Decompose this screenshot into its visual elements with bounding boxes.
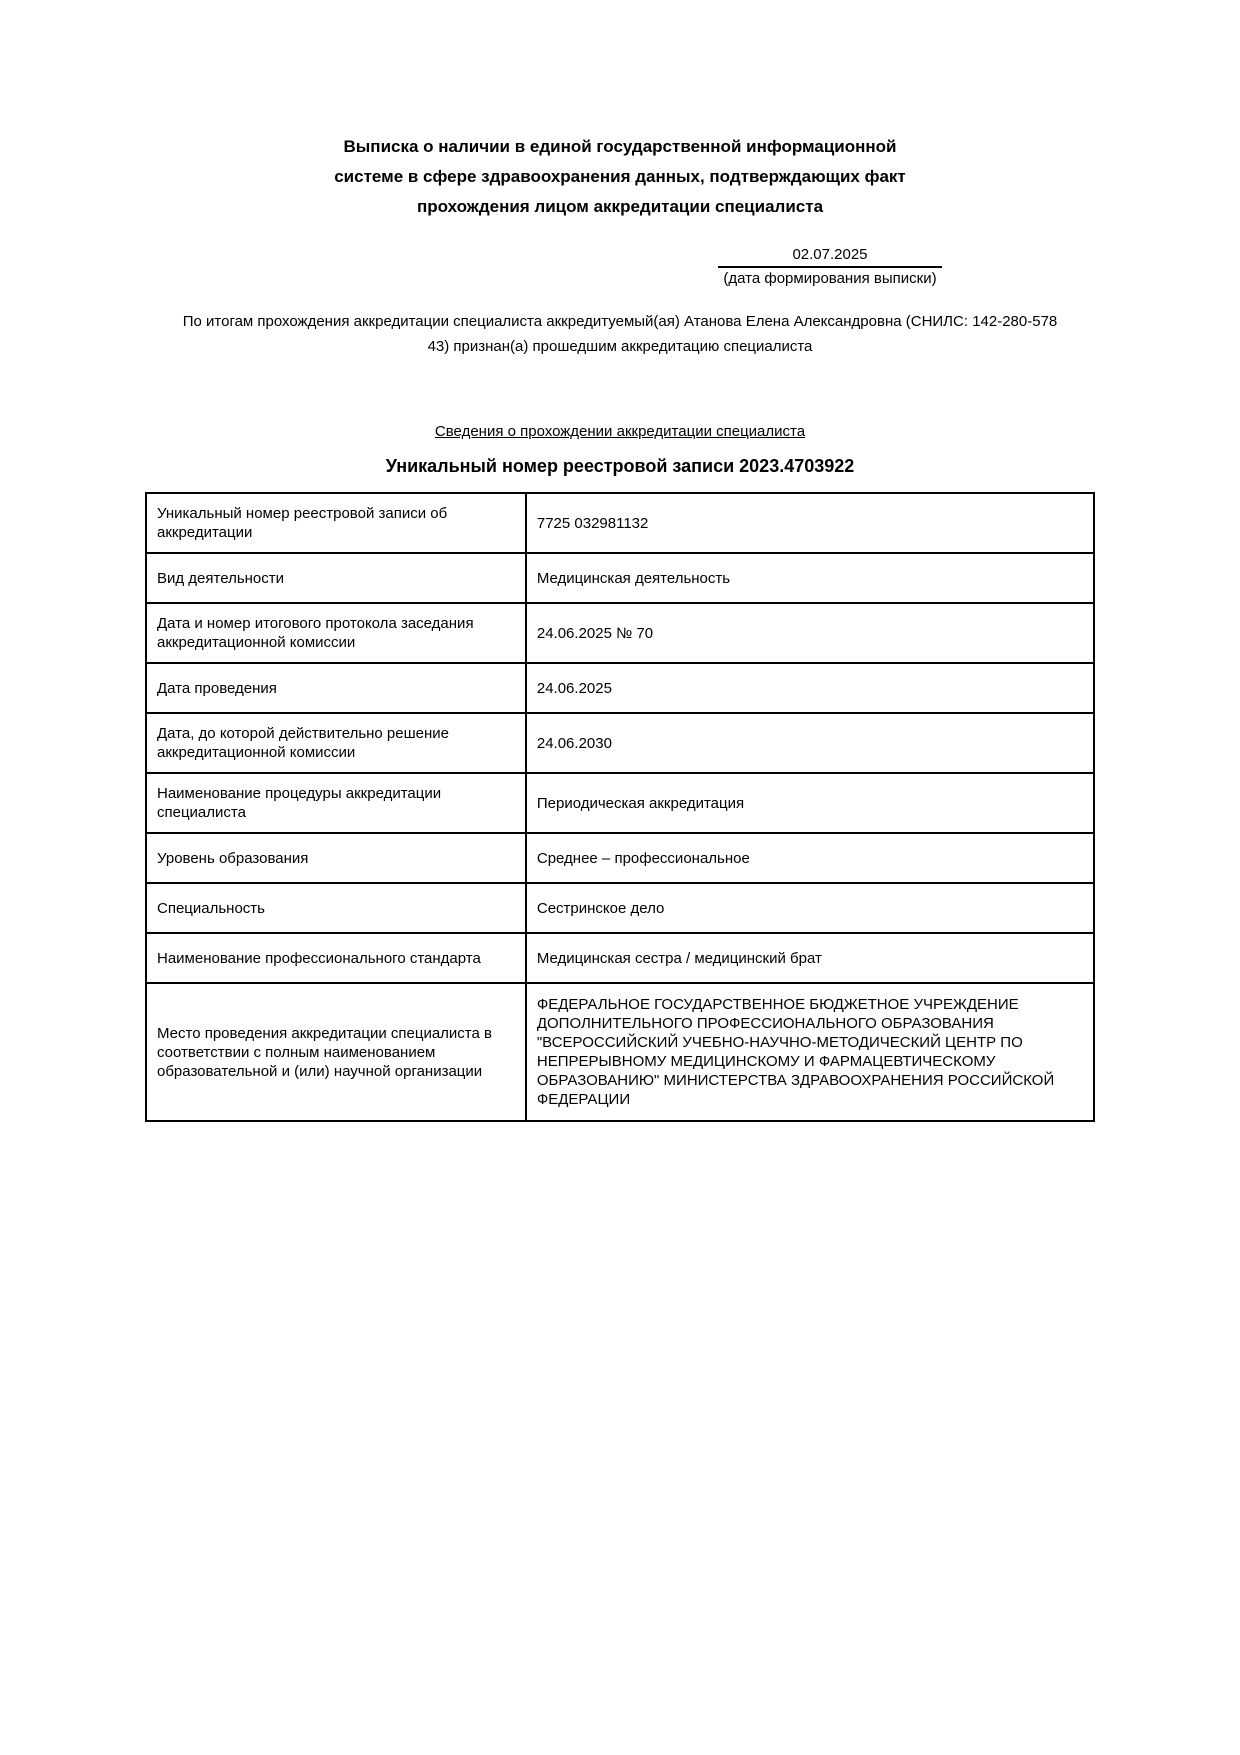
formation-date-block bbox=[705, 246, 955, 287]
intro-line-2: 43) признан(а) прошедшим аккредитацию специалиста bbox=[427, 338, 813, 355]
row-label: Дата, до которой действительно решение аккредитационной комиссии bbox=[146, 713, 526, 773]
row-label: Вид деятельности bbox=[146, 553, 526, 603]
row-label: Специальность bbox=[146, 883, 526, 933]
row-value: ФЕДЕРАЛЬНОЕ ГОСУДАРСТВЕННОЕ БЮДЖЕТНОЕ УЧРЕЖДЕНИЕ ДОПОЛНИТЕЛЬНОГО ПРОФЕССИОНАЛЬНОГО ОБРАЗОВАНИЯ "ВСЕРОССИЙСКИЙ УЧЕБНО-НАУЧНО-МЕТОДИЧЕСКИЙ ЦЕНТР ПО НЕПРЕРЫВНОМУ МЕДИЦИНСКОМУ И ФАРМАЦЕВТИЧЕСКОМУ ОБРАЗОВАНИЮ" МИНИСТЕРСТВА ЗДРАВООХРАНЕНИЯ РОССИЙСКОЙ ФЕДЕРАЦИИ bbox=[526, 983, 1094, 1121]
row-value: 7725 032981132 bbox=[526, 493, 1094, 553]
row-value: 24.06.2025 bbox=[526, 663, 1094, 713]
row-label: Уникальный номер реестровой записи об аккредитации bbox=[146, 493, 526, 553]
row-label: Наименование процедуры аккредитации специалиста bbox=[146, 773, 526, 833]
row-value: Сестринское дело bbox=[526, 883, 1094, 933]
table-row bbox=[146, 773, 1094, 833]
table-row bbox=[146, 493, 1094, 553]
formation-date-caption: (дата формирования выписки) bbox=[723, 270, 937, 287]
intro-paragraph bbox=[0, 309, 1240, 359]
row-value: Медицинская сестра / медицинский брат bbox=[526, 933, 1094, 983]
section-heading: Сведения о прохождении аккредитации специалиста bbox=[434, 423, 806, 440]
row-label: Место проведения аккредитации специалиста в соответствии с полным наименованием образовательной и (или) научной организации bbox=[146, 983, 526, 1121]
row-value: Среднее – профессиональное bbox=[526, 833, 1094, 883]
document-title-line-3: прохождения лицом аккредитации специалиста bbox=[416, 197, 824, 216]
table-row bbox=[146, 933, 1094, 983]
row-label: Дата и номер итогового протокола заседания аккредитационной комиссии bbox=[146, 603, 526, 663]
row-label: Дата проведения bbox=[146, 663, 526, 713]
row-value: Медицинская деятельность bbox=[526, 553, 1094, 603]
document-title bbox=[0, 0, 1240, 222]
table-row bbox=[146, 833, 1094, 883]
document-title-line-2: системе в сфере здравоохранения данных, подтверждающих факт bbox=[334, 167, 906, 186]
table-row bbox=[146, 553, 1094, 603]
accreditation-table bbox=[145, 492, 1095, 1122]
table-row bbox=[146, 603, 1094, 663]
table-row bbox=[146, 883, 1094, 933]
document-title-line-1: Выписка о наличии в единой государственной информационной bbox=[343, 137, 897, 156]
table-row bbox=[146, 663, 1094, 713]
row-label: Наименование профессионального стандарта bbox=[146, 933, 526, 983]
intro-line-1: По итогам прохождения аккредитации специалиста аккредитуемый(ая) Атанова Елена Александровна (СНИЛС: 142-280-578 bbox=[182, 313, 1058, 330]
row-value: 24.06.2025 № 70 bbox=[526, 603, 1094, 663]
row-label: Уровень образования bbox=[146, 833, 526, 883]
formation-date: 02.07.2025 bbox=[718, 246, 942, 268]
registry-record-title: Уникальный номер реестровой записи 2023.4703922 bbox=[385, 456, 855, 476]
table-row bbox=[146, 713, 1094, 773]
table-row bbox=[146, 983, 1094, 1121]
row-value: Периодическая аккредитация bbox=[526, 773, 1094, 833]
row-value: 24.06.2030 bbox=[526, 713, 1094, 773]
